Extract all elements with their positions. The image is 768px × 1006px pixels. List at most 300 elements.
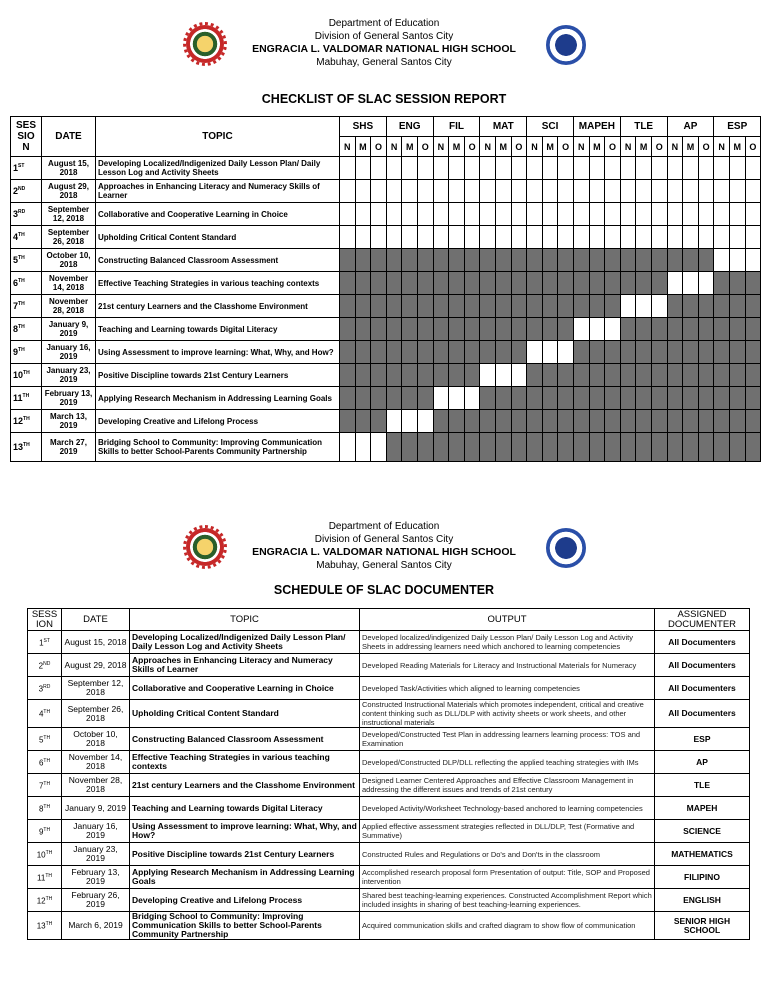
checkbox-cell[interactable]	[698, 364, 714, 387]
checkbox-cell[interactable]	[620, 180, 636, 203]
checkbox-cell[interactable]	[433, 157, 449, 180]
checkbox-cell[interactable]	[667, 341, 683, 364]
checkbox-cell[interactable]	[729, 180, 745, 203]
checkbox-cell[interactable]	[714, 364, 730, 387]
checkbox-cell[interactable]	[729, 433, 745, 462]
checkbox-cell[interactable]	[729, 295, 745, 318]
checkbox-cell[interactable]	[417, 295, 433, 318]
checkbox-cell[interactable]	[402, 157, 418, 180]
checkbox-cell[interactable]	[386, 387, 402, 410]
checkbox-cell[interactable]	[636, 249, 652, 272]
checkbox-cell[interactable]	[402, 433, 418, 462]
checkbox-cell[interactable]	[651, 249, 667, 272]
checkbox-cell[interactable]	[620, 410, 636, 433]
checkbox-cell[interactable]	[386, 341, 402, 364]
checkbox-cell[interactable]	[667, 387, 683, 410]
checkbox-cell[interactable]	[573, 295, 589, 318]
checkbox-cell[interactable]	[698, 341, 714, 364]
checkbox-cell[interactable]	[589, 364, 605, 387]
checkbox-cell[interactable]	[620, 364, 636, 387]
checkbox-cell[interactable]	[449, 272, 465, 295]
checkbox-cell[interactable]	[729, 272, 745, 295]
checkbox-cell[interactable]	[605, 272, 621, 295]
checkbox-cell[interactable]	[464, 249, 480, 272]
checkbox-cell[interactable]	[340, 180, 356, 203]
checkbox-cell[interactable]	[340, 341, 356, 364]
checkbox-cell[interactable]	[371, 295, 387, 318]
checkbox-cell[interactable]	[527, 249, 543, 272]
checkbox-cell[interactable]	[683, 341, 699, 364]
checkbox-cell[interactable]	[667, 180, 683, 203]
checkbox-cell[interactable]	[714, 433, 730, 462]
checkbox-cell[interactable]	[449, 203, 465, 226]
checkbox-cell[interactable]	[386, 157, 402, 180]
checkbox-cell[interactable]	[542, 249, 558, 272]
checkbox-cell[interactable]	[745, 249, 761, 272]
checkbox-cell[interactable]	[620, 318, 636, 341]
checkbox-cell[interactable]	[402, 341, 418, 364]
checkbox-cell[interactable]	[480, 226, 496, 249]
checkbox-cell[interactable]	[340, 249, 356, 272]
checkbox-cell[interactable]	[464, 226, 480, 249]
checkbox-cell[interactable]	[402, 410, 418, 433]
checkbox-cell[interactable]	[464, 272, 480, 295]
checkbox-cell[interactable]	[402, 180, 418, 203]
checkbox-cell[interactable]	[605, 249, 621, 272]
checkbox-cell[interactable]	[433, 341, 449, 364]
checkbox-cell[interactable]	[480, 203, 496, 226]
checkbox-cell[interactable]	[511, 226, 527, 249]
checkbox-cell[interactable]	[495, 364, 511, 387]
checkbox-cell[interactable]	[667, 433, 683, 462]
checkbox-cell[interactable]	[698, 180, 714, 203]
checkbox-cell[interactable]	[714, 249, 730, 272]
checkbox-cell[interactable]	[683, 433, 699, 462]
checkbox-cell[interactable]	[558, 226, 574, 249]
checkbox-cell[interactable]	[449, 295, 465, 318]
checkbox-cell[interactable]	[558, 272, 574, 295]
checkbox-cell[interactable]	[417, 157, 433, 180]
checkbox-cell[interactable]	[589, 180, 605, 203]
checkbox-cell[interactable]	[745, 341, 761, 364]
checkbox-cell[interactable]	[636, 341, 652, 364]
checkbox-cell[interactable]	[620, 226, 636, 249]
checkbox-cell[interactable]	[651, 387, 667, 410]
checkbox-cell[interactable]	[542, 341, 558, 364]
checkbox-cell[interactable]	[558, 387, 574, 410]
checkbox-cell[interactable]	[573, 410, 589, 433]
checkbox-cell[interactable]	[745, 272, 761, 295]
checkbox-cell[interactable]	[417, 272, 433, 295]
checkbox-cell[interactable]	[402, 295, 418, 318]
checkbox-cell[interactable]	[355, 295, 371, 318]
checkbox-cell[interactable]	[651, 318, 667, 341]
checkbox-cell[interactable]	[589, 318, 605, 341]
checkbox-cell[interactable]	[573, 203, 589, 226]
checkbox-cell[interactable]	[667, 249, 683, 272]
checkbox-cell[interactable]	[417, 180, 433, 203]
checkbox-cell[interactable]	[573, 226, 589, 249]
checkbox-cell[interactable]	[605, 387, 621, 410]
checkbox-cell[interactable]	[527, 157, 543, 180]
checkbox-cell[interactable]	[620, 387, 636, 410]
checkbox-cell[interactable]	[355, 203, 371, 226]
checkbox-cell[interactable]	[636, 203, 652, 226]
checkbox-cell[interactable]	[620, 295, 636, 318]
checkbox-cell[interactable]	[480, 249, 496, 272]
checkbox-cell[interactable]	[698, 203, 714, 226]
checkbox-cell[interactable]	[511, 341, 527, 364]
checkbox-cell[interactable]	[371, 249, 387, 272]
checkbox-cell[interactable]	[729, 410, 745, 433]
checkbox-cell[interactable]	[433, 318, 449, 341]
checkbox-cell[interactable]	[355, 157, 371, 180]
checkbox-cell[interactable]	[589, 272, 605, 295]
checkbox-cell[interactable]	[573, 433, 589, 462]
checkbox-cell[interactable]	[433, 364, 449, 387]
checkbox-cell[interactable]	[449, 341, 465, 364]
checkbox-cell[interactable]	[449, 157, 465, 180]
checkbox-cell[interactable]	[402, 387, 418, 410]
checkbox-cell[interactable]	[651, 157, 667, 180]
checkbox-cell[interactable]	[449, 410, 465, 433]
checkbox-cell[interactable]	[651, 203, 667, 226]
checkbox-cell[interactable]	[495, 318, 511, 341]
checkbox-cell[interactable]	[433, 272, 449, 295]
checkbox-cell[interactable]	[558, 433, 574, 462]
checkbox-cell[interactable]	[729, 249, 745, 272]
checkbox-cell[interactable]	[355, 341, 371, 364]
checkbox-cell[interactable]	[745, 410, 761, 433]
checkbox-cell[interactable]	[449, 180, 465, 203]
checkbox-cell[interactable]	[698, 249, 714, 272]
checkbox-cell[interactable]	[480, 157, 496, 180]
checkbox-cell[interactable]	[527, 341, 543, 364]
checkbox-cell[interactable]	[651, 180, 667, 203]
checkbox-cell[interactable]	[464, 410, 480, 433]
checkbox-cell[interactable]	[495, 295, 511, 318]
checkbox-cell[interactable]	[511, 387, 527, 410]
checkbox-cell[interactable]	[386, 272, 402, 295]
checkbox-cell[interactable]	[355, 387, 371, 410]
checkbox-cell[interactable]	[511, 203, 527, 226]
checkbox-cell[interactable]	[386, 295, 402, 318]
checkbox-cell[interactable]	[449, 433, 465, 462]
checkbox-cell[interactable]	[573, 249, 589, 272]
checkbox-cell[interactable]	[683, 295, 699, 318]
checkbox-cell[interactable]	[511, 364, 527, 387]
checkbox-cell[interactable]	[464, 341, 480, 364]
checkbox-cell[interactable]	[683, 180, 699, 203]
checkbox-cell[interactable]	[355, 410, 371, 433]
checkbox-cell[interactable]	[651, 341, 667, 364]
checkbox-cell[interactable]	[542, 433, 558, 462]
checkbox-cell[interactable]	[417, 364, 433, 387]
checkbox-cell[interactable]	[527, 387, 543, 410]
checkbox-cell[interactable]	[417, 387, 433, 410]
checkbox-cell[interactable]	[573, 341, 589, 364]
checkbox-cell[interactable]	[464, 364, 480, 387]
checkbox-cell[interactable]	[745, 364, 761, 387]
checkbox-cell[interactable]	[745, 295, 761, 318]
checkbox-cell[interactable]	[495, 272, 511, 295]
checkbox-cell[interactable]	[745, 203, 761, 226]
checkbox-cell[interactable]	[371, 364, 387, 387]
checkbox-cell[interactable]	[340, 295, 356, 318]
checkbox-cell[interactable]	[683, 203, 699, 226]
checkbox-cell[interactable]	[511, 157, 527, 180]
checkbox-cell[interactable]	[527, 433, 543, 462]
checkbox-cell[interactable]	[651, 410, 667, 433]
checkbox-cell[interactable]	[527, 180, 543, 203]
checkbox-cell[interactable]	[480, 341, 496, 364]
checkbox-cell[interactable]	[464, 157, 480, 180]
checkbox-cell[interactable]	[386, 226, 402, 249]
checkbox-cell[interactable]	[433, 295, 449, 318]
checkbox-cell[interactable]	[495, 387, 511, 410]
checkbox-cell[interactable]	[651, 295, 667, 318]
checkbox-cell[interactable]	[542, 295, 558, 318]
checkbox-cell[interactable]	[464, 387, 480, 410]
checkbox-cell[interactable]	[527, 318, 543, 341]
checkbox-cell[interactable]	[480, 295, 496, 318]
checkbox-cell[interactable]	[464, 180, 480, 203]
checkbox-cell[interactable]	[714, 387, 730, 410]
checkbox-cell[interactable]	[495, 203, 511, 226]
checkbox-cell[interactable]	[480, 410, 496, 433]
checkbox-cell[interactable]	[495, 157, 511, 180]
checkbox-cell[interactable]	[340, 318, 356, 341]
checkbox-cell[interactable]	[511, 180, 527, 203]
checkbox-cell[interactable]	[495, 226, 511, 249]
checkbox-cell[interactable]	[340, 387, 356, 410]
checkbox-cell[interactable]	[511, 249, 527, 272]
checkbox-cell[interactable]	[683, 272, 699, 295]
checkbox-cell[interactable]	[683, 157, 699, 180]
checkbox-cell[interactable]	[698, 318, 714, 341]
checkbox-cell[interactable]	[683, 249, 699, 272]
checkbox-cell[interactable]	[495, 433, 511, 462]
checkbox-cell[interactable]	[651, 226, 667, 249]
checkbox-cell[interactable]	[371, 272, 387, 295]
checkbox-cell[interactable]	[433, 203, 449, 226]
checkbox-cell[interactable]	[449, 249, 465, 272]
checkbox-cell[interactable]	[527, 410, 543, 433]
checkbox-cell[interactable]	[558, 157, 574, 180]
checkbox-cell[interactable]	[620, 249, 636, 272]
checkbox-cell[interactable]	[714, 226, 730, 249]
checkbox-cell[interactable]	[667, 203, 683, 226]
checkbox-cell[interactable]	[371, 341, 387, 364]
checkbox-cell[interactable]	[433, 387, 449, 410]
checkbox-cell[interactable]	[729, 226, 745, 249]
checkbox-cell[interactable]	[651, 433, 667, 462]
checkbox-cell[interactable]	[683, 226, 699, 249]
checkbox-cell[interactable]	[573, 364, 589, 387]
checkbox-cell[interactable]	[355, 249, 371, 272]
checkbox-cell[interactable]	[714, 341, 730, 364]
checkbox-cell[interactable]	[714, 295, 730, 318]
checkbox-cell[interactable]	[340, 433, 356, 462]
checkbox-cell[interactable]	[464, 203, 480, 226]
checkbox-cell[interactable]	[386, 318, 402, 341]
checkbox-cell[interactable]	[729, 387, 745, 410]
checkbox-cell[interactable]	[402, 203, 418, 226]
checkbox-cell[interactable]	[636, 226, 652, 249]
checkbox-cell[interactable]	[355, 180, 371, 203]
checkbox-cell[interactable]	[417, 410, 433, 433]
checkbox-cell[interactable]	[495, 180, 511, 203]
checkbox-cell[interactable]	[605, 226, 621, 249]
checkbox-cell[interactable]	[371, 180, 387, 203]
checkbox-cell[interactable]	[605, 203, 621, 226]
checkbox-cell[interactable]	[355, 272, 371, 295]
checkbox-cell[interactable]	[698, 226, 714, 249]
checkbox-cell[interactable]	[340, 272, 356, 295]
checkbox-cell[interactable]	[589, 387, 605, 410]
checkbox-cell[interactable]	[714, 180, 730, 203]
checkbox-cell[interactable]	[636, 157, 652, 180]
checkbox-cell[interactable]	[698, 433, 714, 462]
checkbox-cell[interactable]	[573, 157, 589, 180]
checkbox-cell[interactable]	[620, 203, 636, 226]
checkbox-cell[interactable]	[433, 249, 449, 272]
checkbox-cell[interactable]	[605, 157, 621, 180]
checkbox-cell[interactable]	[589, 203, 605, 226]
checkbox-cell[interactable]	[495, 410, 511, 433]
checkbox-cell[interactable]	[589, 341, 605, 364]
checkbox-cell[interactable]	[340, 410, 356, 433]
checkbox-cell[interactable]	[729, 364, 745, 387]
checkbox-cell[interactable]	[542, 318, 558, 341]
checkbox-cell[interactable]	[745, 433, 761, 462]
checkbox-cell[interactable]	[542, 364, 558, 387]
checkbox-cell[interactable]	[511, 433, 527, 462]
checkbox-cell[interactable]	[589, 295, 605, 318]
checkbox-cell[interactable]	[386, 364, 402, 387]
checkbox-cell[interactable]	[589, 433, 605, 462]
checkbox-cell[interactable]	[729, 157, 745, 180]
checkbox-cell[interactable]	[714, 410, 730, 433]
checkbox-cell[interactable]	[636, 364, 652, 387]
checkbox-cell[interactable]	[683, 387, 699, 410]
checkbox-cell[interactable]	[698, 410, 714, 433]
checkbox-cell[interactable]	[417, 203, 433, 226]
checkbox-cell[interactable]	[480, 180, 496, 203]
checkbox-cell[interactable]	[573, 272, 589, 295]
checkbox-cell[interactable]	[636, 318, 652, 341]
checkbox-cell[interactable]	[605, 433, 621, 462]
checkbox-cell[interactable]	[651, 272, 667, 295]
checkbox-cell[interactable]	[495, 249, 511, 272]
checkbox-cell[interactable]	[558, 341, 574, 364]
checkbox-cell[interactable]	[714, 157, 730, 180]
checkbox-cell[interactable]	[464, 295, 480, 318]
checkbox-cell[interactable]	[605, 180, 621, 203]
checkbox-cell[interactable]	[667, 226, 683, 249]
checkbox-cell[interactable]	[433, 433, 449, 462]
checkbox-cell[interactable]	[449, 226, 465, 249]
checkbox-cell[interactable]	[371, 410, 387, 433]
checkbox-cell[interactable]	[371, 157, 387, 180]
checkbox-cell[interactable]	[340, 203, 356, 226]
checkbox-cell[interactable]	[558, 203, 574, 226]
checkbox-cell[interactable]	[651, 364, 667, 387]
checkbox-cell[interactable]	[698, 387, 714, 410]
checkbox-cell[interactable]	[714, 272, 730, 295]
checkbox-cell[interactable]	[511, 318, 527, 341]
checkbox-cell[interactable]	[386, 249, 402, 272]
checkbox-cell[interactable]	[589, 226, 605, 249]
checkbox-cell[interactable]	[417, 226, 433, 249]
checkbox-cell[interactable]	[511, 295, 527, 318]
checkbox-cell[interactable]	[558, 410, 574, 433]
checkbox-cell[interactable]	[605, 341, 621, 364]
checkbox-cell[interactable]	[542, 226, 558, 249]
checkbox-cell[interactable]	[558, 295, 574, 318]
checkbox-cell[interactable]	[480, 387, 496, 410]
checkbox-cell[interactable]	[542, 410, 558, 433]
checkbox-cell[interactable]	[386, 410, 402, 433]
checkbox-cell[interactable]	[558, 318, 574, 341]
checkbox-cell[interactable]	[386, 433, 402, 462]
checkbox-cell[interactable]	[371, 203, 387, 226]
checkbox-cell[interactable]	[527, 226, 543, 249]
checkbox-cell[interactable]	[542, 203, 558, 226]
checkbox-cell[interactable]	[527, 272, 543, 295]
checkbox-cell[interactable]	[542, 157, 558, 180]
checkbox-cell[interactable]	[542, 180, 558, 203]
checkbox-cell[interactable]	[620, 272, 636, 295]
checkbox-cell[interactable]	[558, 249, 574, 272]
checkbox-cell[interactable]	[683, 364, 699, 387]
checkbox-cell[interactable]	[402, 318, 418, 341]
checkbox-cell[interactable]	[480, 364, 496, 387]
checkbox-cell[interactable]	[698, 272, 714, 295]
checkbox-cell[interactable]	[402, 226, 418, 249]
checkbox-cell[interactable]	[527, 203, 543, 226]
checkbox-cell[interactable]	[620, 341, 636, 364]
checkbox-cell[interactable]	[729, 318, 745, 341]
checkbox-cell[interactable]	[417, 341, 433, 364]
checkbox-cell[interactable]	[355, 364, 371, 387]
checkbox-cell[interactable]	[589, 249, 605, 272]
checkbox-cell[interactable]	[371, 318, 387, 341]
checkbox-cell[interactable]	[417, 318, 433, 341]
checkbox-cell[interactable]	[495, 341, 511, 364]
checkbox-cell[interactable]	[480, 433, 496, 462]
checkbox-cell[interactable]	[371, 387, 387, 410]
checkbox-cell[interactable]	[527, 364, 543, 387]
checkbox-cell[interactable]	[340, 226, 356, 249]
checkbox-cell[interactable]	[402, 249, 418, 272]
checkbox-cell[interactable]	[605, 318, 621, 341]
checkbox-cell[interactable]	[527, 295, 543, 318]
checkbox-cell[interactable]	[371, 226, 387, 249]
checkbox-cell[interactable]	[355, 226, 371, 249]
checkbox-cell[interactable]	[433, 180, 449, 203]
checkbox-cell[interactable]	[480, 272, 496, 295]
checkbox-cell[interactable]	[698, 295, 714, 318]
checkbox-cell[interactable]	[636, 410, 652, 433]
checkbox-cell[interactable]	[573, 387, 589, 410]
checkbox-cell[interactable]	[667, 318, 683, 341]
checkbox-cell[interactable]	[433, 410, 449, 433]
checkbox-cell[interactable]	[417, 249, 433, 272]
checkbox-cell[interactable]	[698, 157, 714, 180]
checkbox-cell[interactable]	[449, 364, 465, 387]
checkbox-cell[interactable]	[636, 180, 652, 203]
